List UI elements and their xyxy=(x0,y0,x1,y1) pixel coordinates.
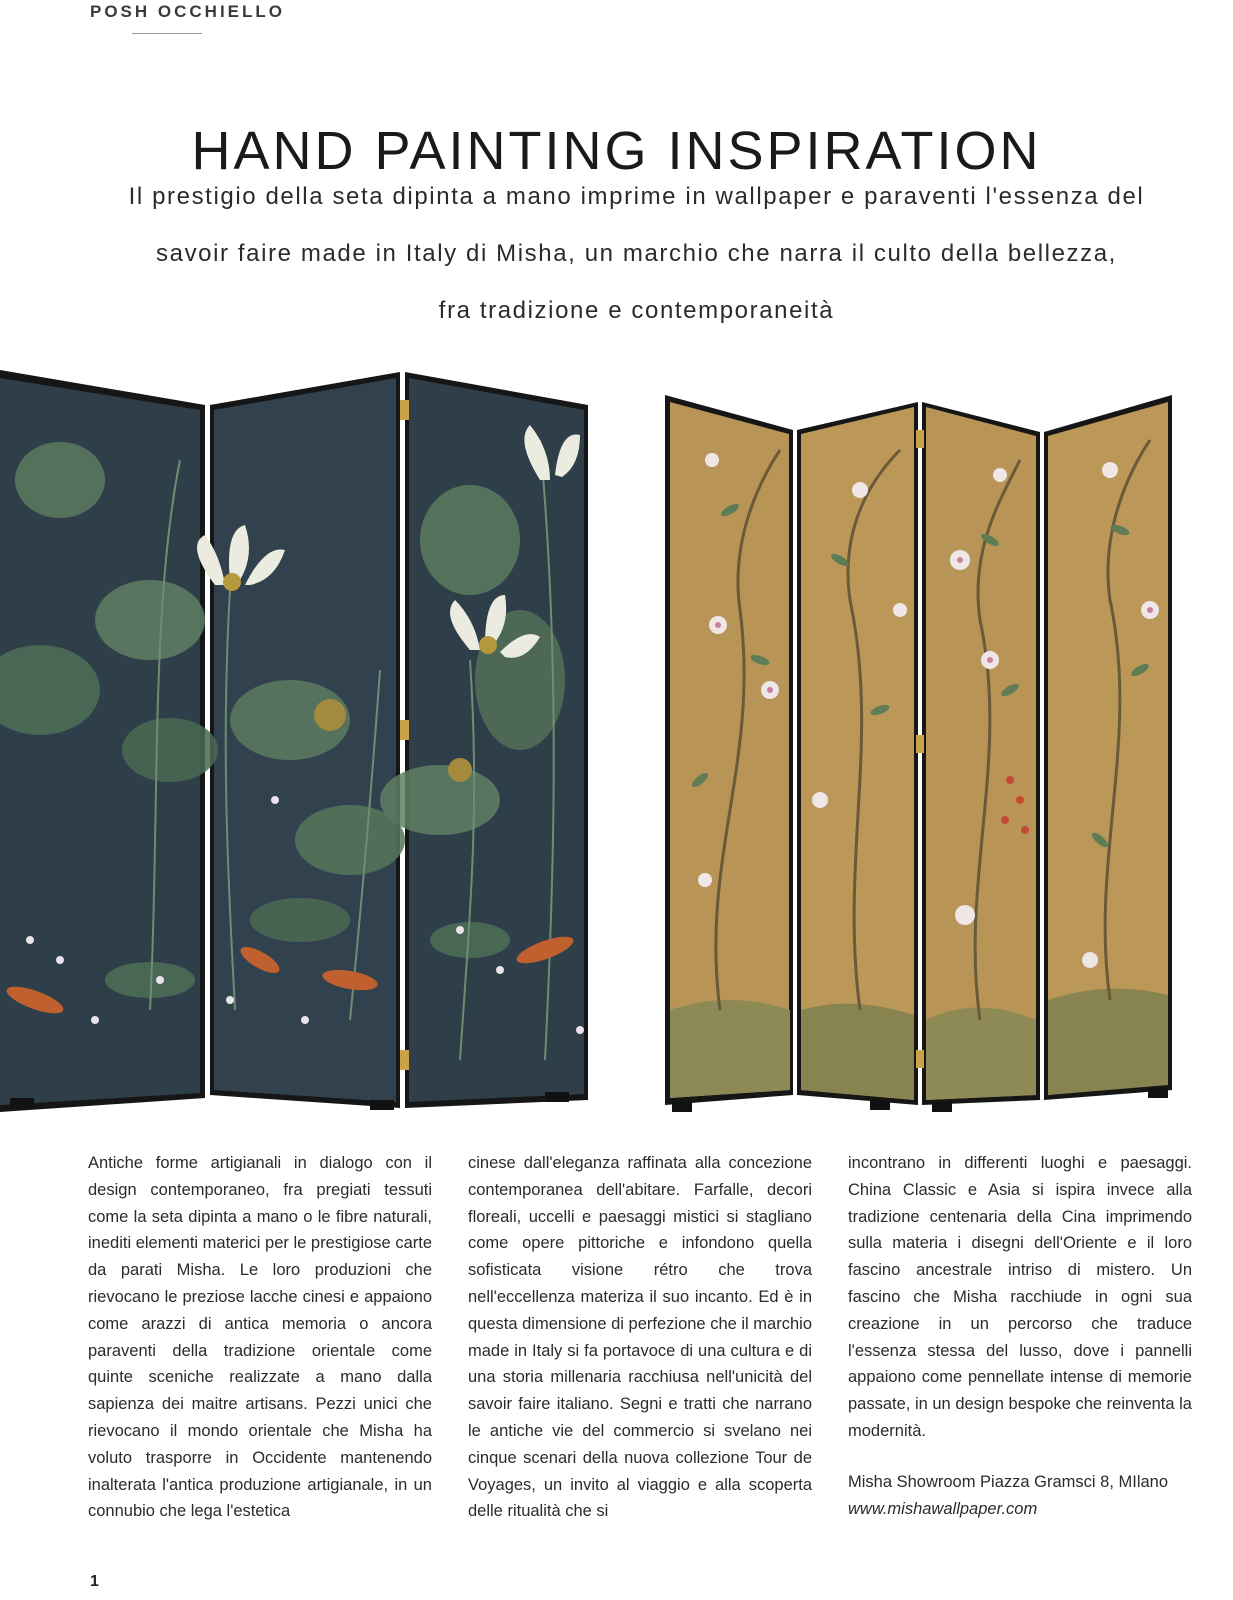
article-title: HAND PAINTING INSPIRATION xyxy=(191,121,1042,182)
article-subtitle xyxy=(90,168,1183,339)
body-paragraph: Antiche forme artigianali in dialogo con il design contemporaneo, fra pregiati tessuti come la seta dipinta a mano o le fibre naturali, inediti elementi materici per le prestigiose carte da parati Misha. Le loro produzioni che rievocano le preziose lacche cinesi e appaiono come arazzi di antica memoria o ancora paraventi della tradizione orientale come quinte sceniche realizzate a mano dalla sapienza dei maitre artisans. Pezzi unici che rievocano il mondo orientale che Misha ha voluto trasporre in Occidente mantenendo inalterata l'antica produzione artigianale, in un connubio che lega l'estetica xyxy=(88,1154,432,1521)
body-paragraph: incontrano in differenti luoghi e paesaggi. China Classic e Asia si ispira invece alla tradizione centenaria della Cina imprimendo sulla materia i disegni dell'Oriente e il loro fascino ancestrale intriso di mistero. Un fascino che Misha racchiude in ogni sua creazione in un percorso che traduce l'essenza stessa del lusso, dove i pannelli appaiono come pennellate intense di memorie passate, in un design bespoke che reinventa la modernità. xyxy=(848,1154,1192,1440)
showroom-credit: Misha Showroom Piazza Gramsci 8, MIlano xyxy=(848,1472,1169,1491)
gold-blossom-screen xyxy=(665,395,1172,1112)
section-rule xyxy=(132,33,202,34)
body-column-1 xyxy=(88,1150,432,1525)
subtitle-line: savoir faire made in Italy di Misha, un marchio che narra il culto della bellezza, xyxy=(156,240,1117,267)
subtitle-line: fra tradizione e contemporaneità xyxy=(438,297,835,324)
subtitle-line: Il prestigio della seta dipinta a mano imprime in wallpaper e paraventi l'essenza del xyxy=(128,183,1145,210)
body-column-2 xyxy=(468,1150,812,1525)
blue-lotus-screen xyxy=(0,370,588,1112)
body-column-3 xyxy=(848,1150,1192,1522)
website-link[interactable]: www.mishawallpaper.com xyxy=(848,1499,1038,1518)
folding-screens-photo xyxy=(0,360,1233,1120)
page-number: 1 xyxy=(90,1573,99,1590)
section-label: POSH OCCHIELLO xyxy=(90,2,286,21)
body-paragraph: cinese dall'eleganza raffinata alla concezione contemporanea dell'abitare. Farfalle, decori floreali, uccelli e paesaggi mistici si stagliano come opere pittoriche e infondono quella sofisticata visione rétro che trova nell'eccellenza materiza il suo incanto. Ed è in questa dimensione di perfezione che il marchio made in Italy si fa portavoce di una cultura e di una storia millenaria racchiusa nell'unicità del savoir faire italiano. Segni e tratti che narrano le antiche vie del commercio si svelano nei cinque scenari della nuova collezione Tour de Voyages, un invito al viaggio e alla scoperta delle ritualità che si xyxy=(468,1154,812,1521)
